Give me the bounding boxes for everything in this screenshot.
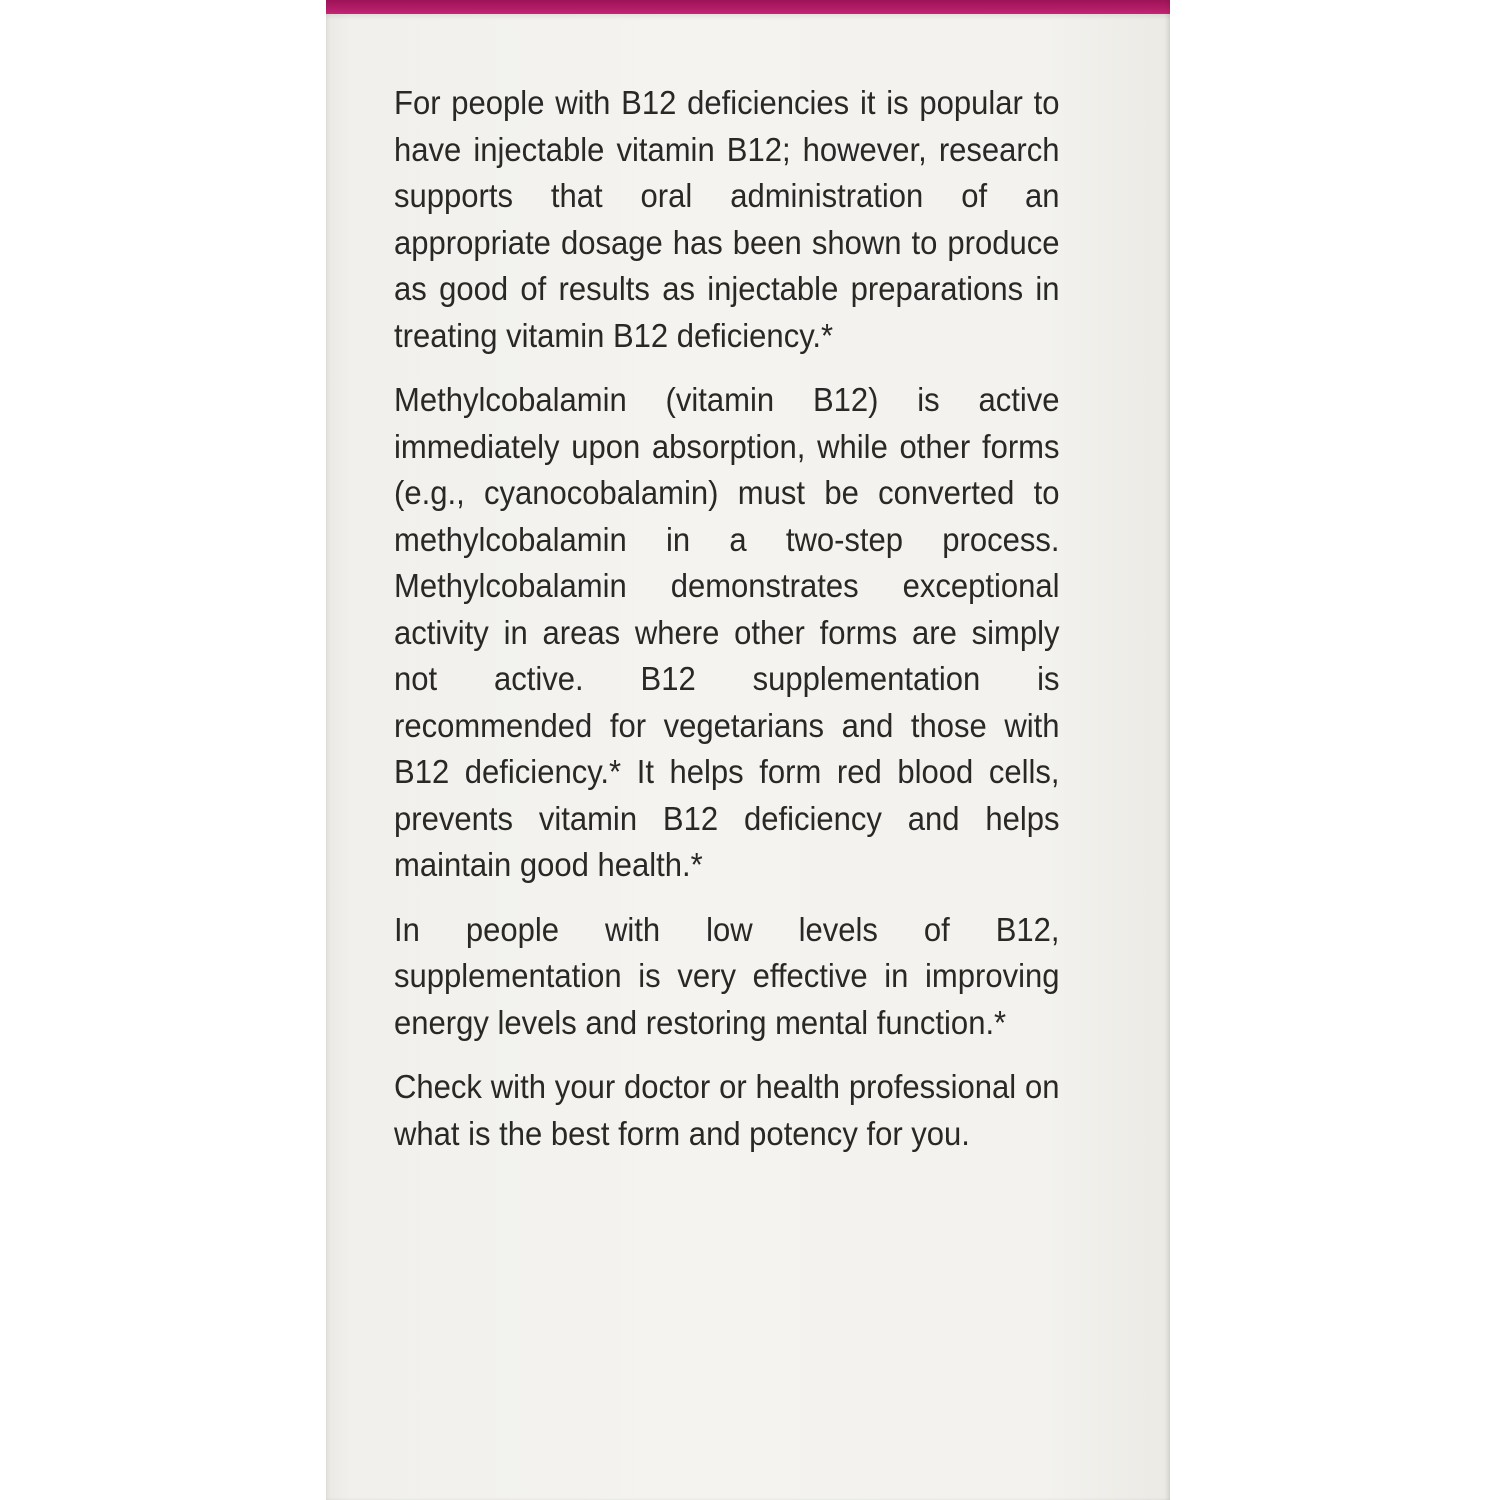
panel-right-edge: [1164, 0, 1170, 1500]
band-shadow: [326, 14, 1170, 20]
paragraph-consult-doctor: Check with your doctor or health professional on what is the best form and potency for you.: [394, 1068, 1060, 1152]
description-text: [394, 80, 1060, 1175]
paragraph-energy-levels: In people with low levels of B12, supplementation is very effective in improving energy levels and restoring mental function.*: [394, 910, 1060, 1041]
paragraph-methylcobalamin: Methylcobalamin (vitamin B12) is active immediately upon absorption, while other forms (e.g., cyanocobalamin) must be converted to methylcobalamin in a two-step process. Methylcobalamin demonstrates exceptional activity in areas where other forms are simply not active. B12 supplementation is recommended for vegetarians and those with B12 deficiency.* It helps form red blood cells, prevents vitamin B12 deficiency and helps maintain good health.*: [394, 381, 1060, 883]
magenta-top-band: [326, 0, 1170, 14]
paragraph-oral-vs-injectable: For people with B12 deficiencies it is popular to have injectable vitamin B12; however, research supports that oral administration of an appropriate dosage has been shown to produce as good of results as injectable preparations in treating vitamin B12 deficiency.*: [394, 84, 1060, 354]
